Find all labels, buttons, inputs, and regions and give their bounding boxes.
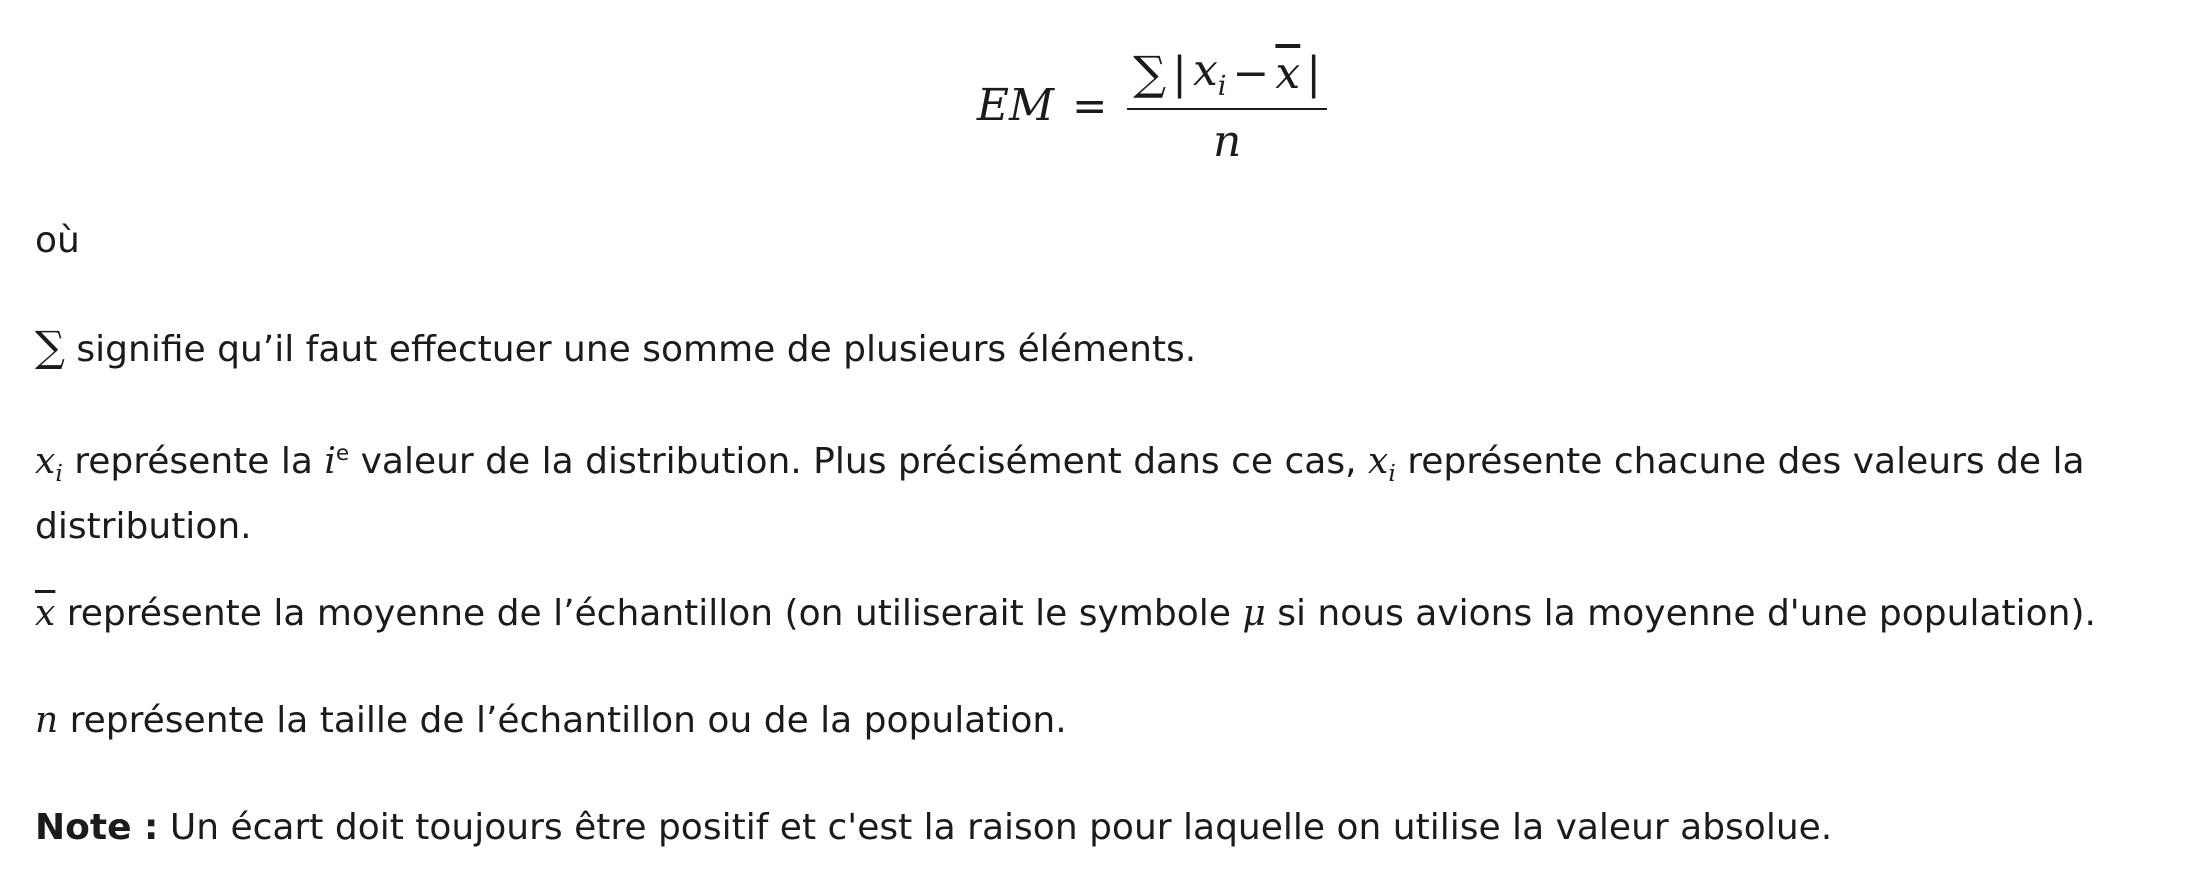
formula-block xyxy=(0,36,2194,176)
n-definition-text: représente la taille de l’échantillon ou de la population. xyxy=(58,700,1067,741)
n-definition xyxy=(35,694,2165,748)
formula-lhs: EM xyxy=(976,80,1055,132)
intro-label: où xyxy=(35,220,80,261)
sum-symbol: ∑ xyxy=(1133,46,1167,101)
numerator-i: i xyxy=(1217,70,1227,102)
numerator-xi xyxy=(1193,45,1227,102)
mean-deviation-formula xyxy=(977,45,1327,167)
note-text: Un écart doit toujours être positif et c'est la raison pour laquelle on utilise la valeur absolue. xyxy=(158,807,1833,848)
numerator-xbar: $\overline{x}$ xyxy=(1275,47,1301,99)
formula-fraction xyxy=(1127,45,1327,167)
formula-equals: = xyxy=(1072,81,1108,131)
xbar-definition xyxy=(35,587,2165,641)
note-label: Note : xyxy=(35,807,159,848)
xi-text-after: représente chacune des valeurs de la distribution. xyxy=(35,441,2085,548)
mu-symbol: μ xyxy=(1242,593,1266,634)
xbar-symbol: $\overline{x}$ xyxy=(35,593,56,634)
abs-close: | xyxy=(1306,47,1322,99)
ordinal-i: i xyxy=(324,441,336,482)
xi-text-before: représente la xyxy=(62,441,325,482)
formula-numerator xyxy=(1127,45,1327,110)
intro-text xyxy=(35,214,2165,268)
n-symbol: n xyxy=(35,700,59,741)
ordinal-sup: e xyxy=(335,441,350,466)
numerator-x: x xyxy=(1192,45,1218,97)
sigma-definition xyxy=(35,320,2165,377)
sum-symbol-inline: ∑ xyxy=(35,322,65,371)
xi-definition xyxy=(35,427,2165,554)
minus-sign: − xyxy=(1232,47,1270,99)
xi-x: x xyxy=(35,441,56,482)
xbar-text-after: si nous avions la moyenne d'une population). xyxy=(1265,593,2096,634)
xbar-text-before: représente la moyenne de l’échantillon (on utiliserait le symbole xyxy=(55,593,1243,634)
xi-symbol-2 xyxy=(1368,441,1396,488)
xi-sub: i xyxy=(55,459,63,488)
abs-open: | xyxy=(1172,47,1187,99)
formula-denominator: n xyxy=(1213,115,1242,167)
sigma-definition-text: signifie qu’il faut effectuer une somme de plusieurs éléments. xyxy=(64,329,1197,370)
xi-symbol xyxy=(35,441,63,488)
xi-x-2: x xyxy=(1368,441,1389,482)
xi-sub-2: i xyxy=(1388,459,1396,488)
note-paragraph xyxy=(35,801,2165,855)
xi-text-middle: valeur de la distribution. Plus précisément dans ce cas, xyxy=(349,441,1369,482)
